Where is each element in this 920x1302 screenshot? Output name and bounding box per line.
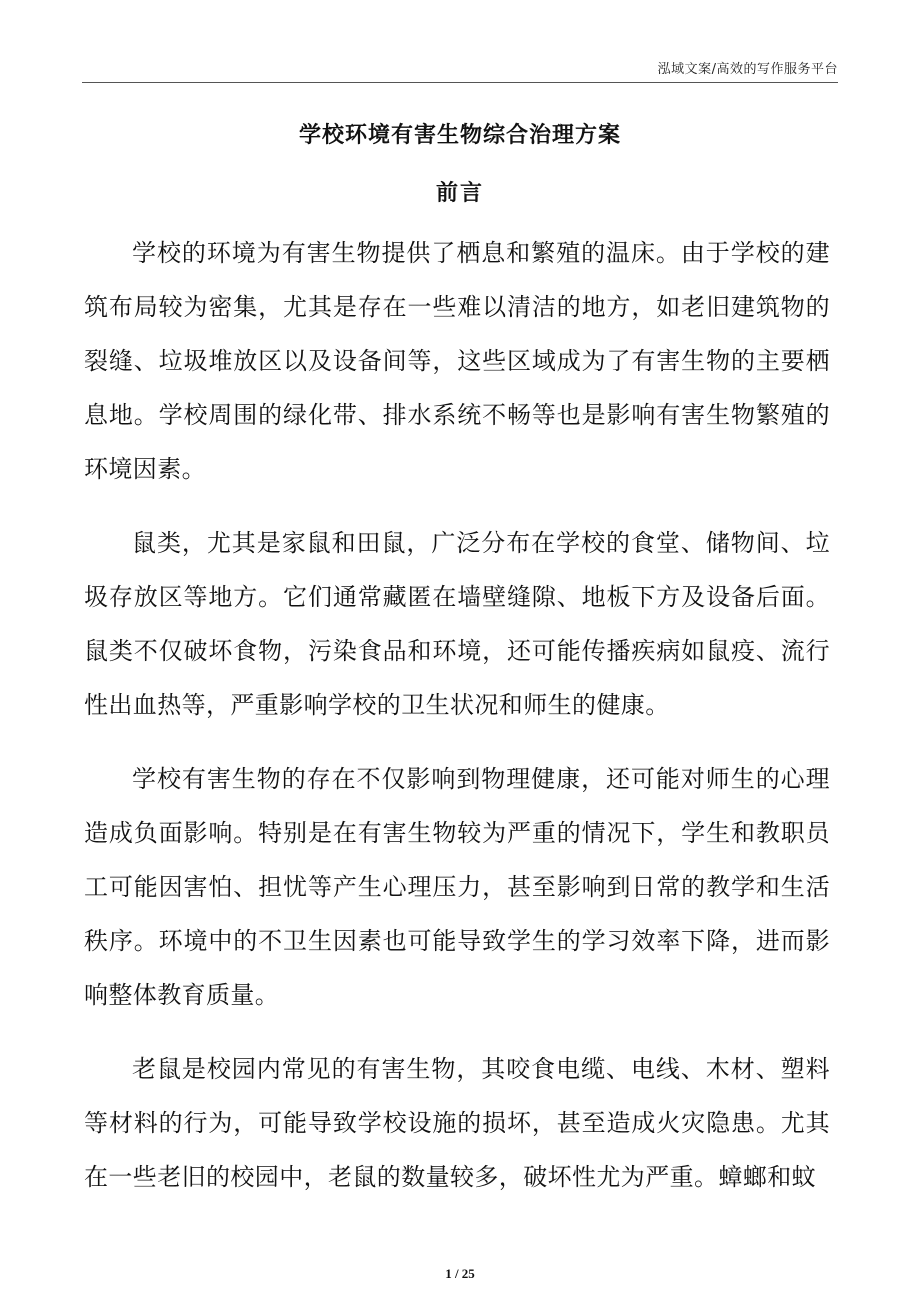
header-brand-text: 泓域文案/高效的写作服务平台 <box>657 62 838 77</box>
paragraph: 老鼠是校园内常见的有害生物，其咬食电缆、电线、木材、塑料等材料的行为，可能导致学校设施的损坏，甚至造成火灾隐患。尤其在一些老旧的校园中，老鼠的数量较多，破坏性尤为严重。蟑螂和蚊 <box>84 1055 830 1191</box>
document-body <box>84 226 830 1224</box>
section-heading: 前言 <box>435 181 484 206</box>
header-divider <box>82 82 838 83</box>
document-title: 学校环境有害生物综合治理方案 <box>298 123 621 148</box>
paragraph: 学校的环境为有害生物提供了栖息和繁殖的温床。由于学校的建筑布局较为密集，尤其是存在一些难以清洁的地方，如老旧建筑物的裂缝、垃圾堆放区以及设备间等，这些区域成为了有害生物的主要栖息地。学校周围的绿化带、排水系统不畅等也是影响有害生物繁殖的环境因素。 <box>84 239 830 483</box>
paragraph: 鼠类，尤其是家鼠和田鼠，广泛分布在学校的食堂、储物间、垃圾存放区等地方。它们通常藏匿在墙壁缝隙、地板下方及设备后面。鼠类不仅破坏食物，污染食品和环境，还可能传播疾病如鼠疫、流行性出血热等，严重影响学校的卫生状况和师生的健康。 <box>84 529 830 719</box>
paragraph: 学校有害生物的存在不仅影响到物理健康，还可能对师生的心理造成负面影响。特别是在有害生物较为严重的情况下，学生和教职员工可能因害怕、担忧等产生心理压力，甚至影响到日常的教学和生活秩序。环境中的不卫生因素也可能导致学生的学习效率下降，进而影响整体教育质量。 <box>84 765 830 1009</box>
page-number: 1 / 25 <box>445 1266 475 1281</box>
